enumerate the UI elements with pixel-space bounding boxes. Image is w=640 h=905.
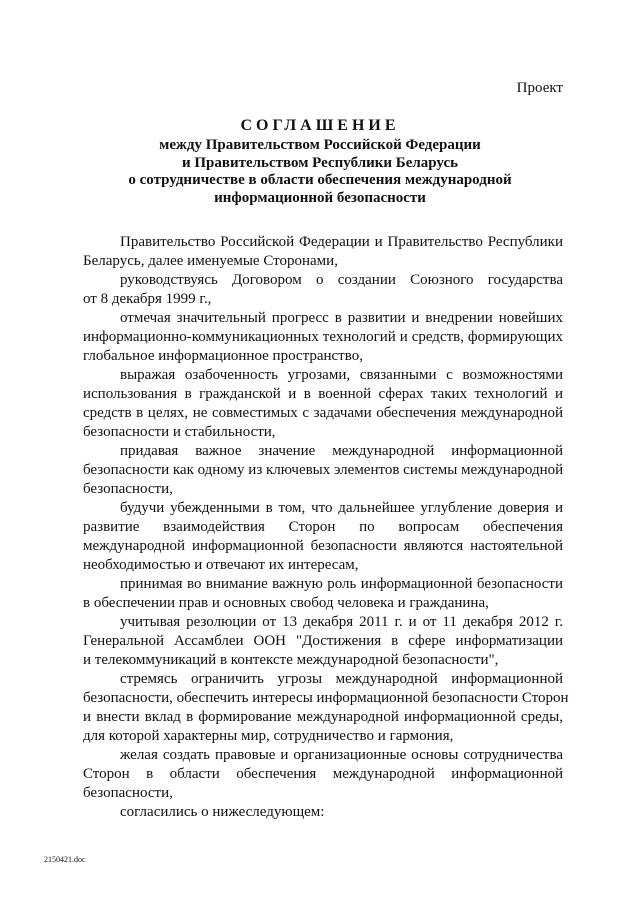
paragraph-line: безопасности и стабильности, bbox=[83, 424, 276, 440]
paragraph bbox=[83, 366, 563, 442]
paragraph bbox=[83, 803, 563, 822]
paragraph-line: необходимостью и отвечают их интересам, bbox=[83, 557, 359, 573]
subtitle-line: между Правительством Российской Федерации bbox=[159, 137, 481, 153]
paragraph bbox=[83, 670, 569, 746]
paragraph-line: придавая важное значение международной информационной bbox=[120, 443, 563, 459]
paragraph-line: безопасности, bbox=[83, 481, 173, 497]
paragraph-line: отмечая значительный прогресс в развитии и внедрении новейших bbox=[120, 310, 563, 326]
paragraph-line: развитие взаимодействия Сторон по вопросам обеспечения bbox=[83, 519, 563, 535]
subtitle-line: и Правительством Республики Беларусь bbox=[181, 154, 459, 171]
paragraph-line: Генеральной Ассамблеи ООН "Достижения в сфере информатизации bbox=[83, 633, 563, 649]
paragraph-line: желая создать правовые и организационные основы сотрудничества bbox=[120, 747, 563, 763]
paragraph-line: для которой характерны мир, сотрудничество и гармония, bbox=[83, 728, 454, 744]
paragraph bbox=[83, 271, 563, 309]
paragraph-line: согласились о нижеследующем: bbox=[120, 804, 325, 820]
paragraph-line: принимая во внимание важную роль информационной безопасности bbox=[120, 576, 563, 592]
paragraph bbox=[83, 746, 563, 803]
paragraph-line: глобальное информационное пространство, bbox=[83, 348, 363, 364]
paragraph bbox=[83, 442, 563, 499]
paragraph bbox=[83, 309, 563, 366]
paragraph-line: средств в целях, не совместимых с задачами обеспечения международной bbox=[83, 405, 563, 421]
paragraph bbox=[83, 233, 563, 271]
paragraph-line: будучи убежденными в том, что дальнейшее углубление доверия и bbox=[120, 500, 563, 516]
paragraph-line: информационно-коммуникационных технологий и средств, формирующих bbox=[83, 329, 563, 345]
paragraph-line: и внести вклад в формирование международной информационной среды, bbox=[83, 709, 563, 725]
paragraph bbox=[83, 499, 563, 575]
paragraph-line: от 8 декабря 1999 г., bbox=[83, 291, 212, 307]
paragraph-line: и телекоммуникаций в контексте международной безопасности", bbox=[83, 652, 499, 668]
paragraph-line: безопасности, bbox=[83, 785, 173, 801]
paragraph-line: выражая озабоченность угрозами, связанными с возможностями bbox=[120, 367, 563, 383]
paragraph bbox=[83, 575, 563, 613]
paragraph bbox=[83, 613, 563, 670]
paragraph-line: в обеспечении прав и основных свобод человека и гражданина, bbox=[83, 595, 489, 611]
draft-label: Проект bbox=[516, 80, 563, 96]
paragraph-line: Сторон в области обеспечения международной информационной bbox=[83, 766, 563, 782]
paragraph-line: международной информационной безопасности являются настоятельной bbox=[83, 538, 563, 554]
subtitle-line: информационной безопасности bbox=[214, 189, 426, 206]
paragraph-line: учитывая резолюции от 13 декабря 2011 г. и от 11 декабря 2012 г. bbox=[120, 614, 563, 630]
paragraph-line: безопасности как одному из ключевых элементов системы международной bbox=[83, 462, 564, 478]
paragraph-line: использования в гражданской и в военной сферах таких технологий и bbox=[83, 386, 563, 402]
footer-file-name: 2150421.doc bbox=[44, 855, 86, 864]
paragraph-line: руководствуясь Договором о создании Союзного государства bbox=[120, 272, 563, 288]
paragraph-line: безопасности, обеспечить интересы информационной безопасности Сторон bbox=[83, 690, 569, 706]
document-body bbox=[83, 233, 569, 822]
document-title: СОГЛАШЕНИЕ bbox=[240, 117, 400, 134]
paragraph-line: Беларусь, далее именуемые Сторонами, bbox=[83, 253, 338, 269]
paragraph-line: стремясь ограничить угрозы международной информационной bbox=[120, 671, 563, 687]
document-subtitle bbox=[100, 137, 540, 207]
subtitle-line: о сотрудничестве в области обеспечения международной bbox=[128, 172, 512, 188]
paragraph-line: Правительство Российской Федерации и Правительство Республики bbox=[120, 234, 563, 250]
